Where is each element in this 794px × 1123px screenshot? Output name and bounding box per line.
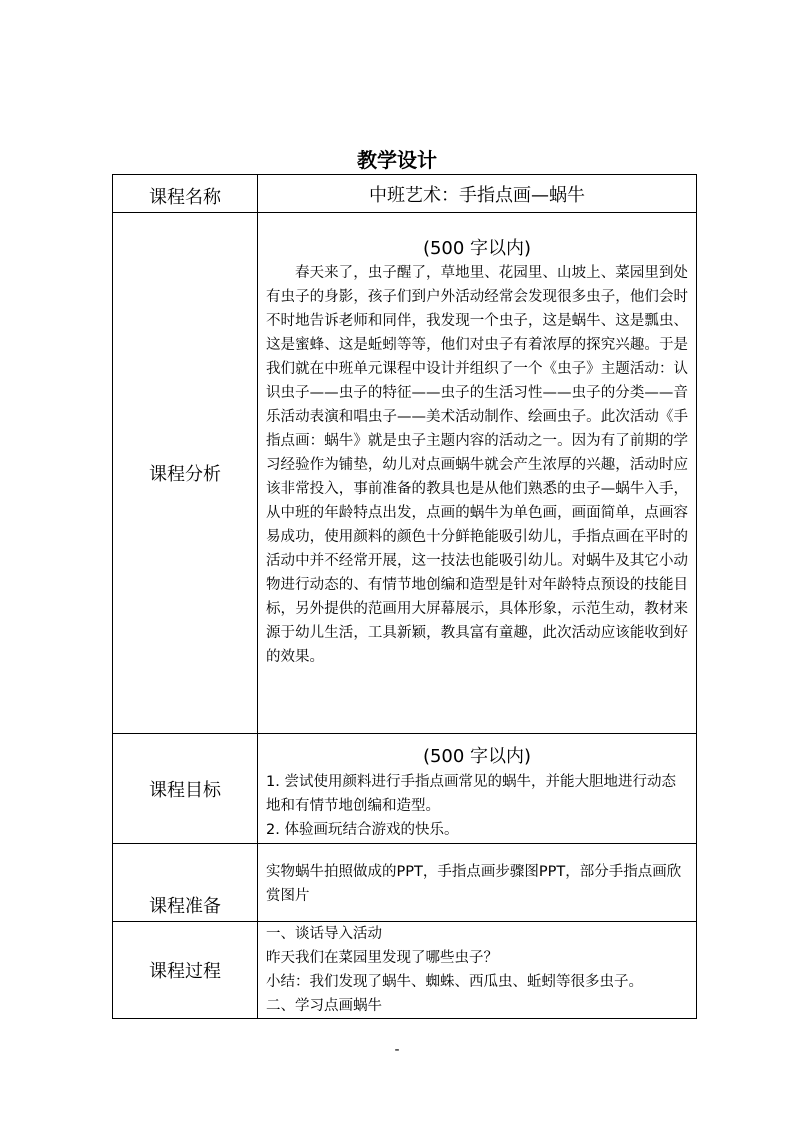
preparation-label: 课程准备	[113, 844, 258, 922]
process-line-3: 小结：我们发现了蜗牛、蜘蛛、西瓜虫、蚯蚓等很多虫子。	[266, 974, 643, 990]
process-line-4: 二、学习点画蜗牛	[266, 998, 382, 1014]
goals-row	[113, 734, 697, 844]
goal-item-1: 1. 尝试使用颜料进行手指点画常见的蜗牛，并能大胆地进行动态地和有情节地创编和造型。	[266, 774, 676, 814]
analysis-label: 课程分析	[113, 213, 258, 734]
process-line-1: 一、谈话导入活动	[266, 926, 382, 942]
goals-cell	[258, 734, 697, 844]
process-row	[113, 922, 697, 1019]
analysis-row	[113, 213, 697, 734]
lesson-design-table	[112, 174, 697, 1019]
analysis-word-limit: (500 字以内)	[422, 238, 532, 259]
course-name-row	[113, 175, 697, 213]
page-marker: -	[394, 1042, 400, 1058]
analysis-cell	[258, 213, 697, 734]
goals-label: 课程目标	[113, 734, 258, 844]
course-name-label: 课程名称	[113, 175, 258, 213]
process-label: 课程过程	[113, 922, 258, 1019]
preparation-text: 实物蜗牛拍照做成的PPT，手指点画步骤图PPT，部分手指点画欣赏图片	[258, 844, 697, 922]
process-line-2: 昨天我们在菜园里发现了哪些虫子？	[266, 950, 498, 966]
process-cell	[258, 922, 697, 1019]
goal-item-2: 2. 体验画玩结合游戏的快乐。	[266, 822, 459, 838]
page-title: 教学设计	[357, 148, 437, 172]
analysis-text: 春天来了，虫子醒了，草地里、花园里、山坡上、菜园里到处有虫子的身影，孩子们到户外活动经常会发现很多虫子，他们会时不时地告诉老师和同伴，我发现一个虫子，这是蜗牛、这是瓢虫、这是蜜蜂、这是蚯蚓等等，他们对虫子有着浓厚的探究兴趣。于是我们就在中班单元课程中设计并组织了一个《虫子》主题活动：认识虫子——虫子的特征——虫子的生活习性——虫子的分类——音乐活动表演和唱虫子——美术活动制作、绘画虫子。此次活动《手指点画：蜗牛》就是虫子主题内容的活动之一。因为有了前期的学习经验作为铺垫，幼儿对点画蜗牛就会产生浓厚的兴趣，活动时应该非常投入，事前准备的教具也是从他们熟悉的虫子—蜗牛入手，从中班的年龄特点出发，点画的蜗牛为单色画，画面简单，点画容易成功，使用颜料的颜色十分鲜艳能吸引幼儿，手指点画在平时的活动中并不经常开展，这一技法也能吸引幼儿。对蜗牛及其它小动物进行动态的、有情节地创编和造型是针对年龄特点预设的技能目标，另外提供的范画用大屏幕展示，具体形象，示范生动，教材来源于幼儿生活，工具新颖，教具富有童趣，此次活动应该能收到好的效果。	[266, 265, 688, 665]
goals-word-limit: (500 字以内)	[422, 746, 532, 767]
course-name-value: 中班艺术：手指点画—蜗牛	[258, 175, 697, 213]
preparation-row	[113, 844, 697, 922]
